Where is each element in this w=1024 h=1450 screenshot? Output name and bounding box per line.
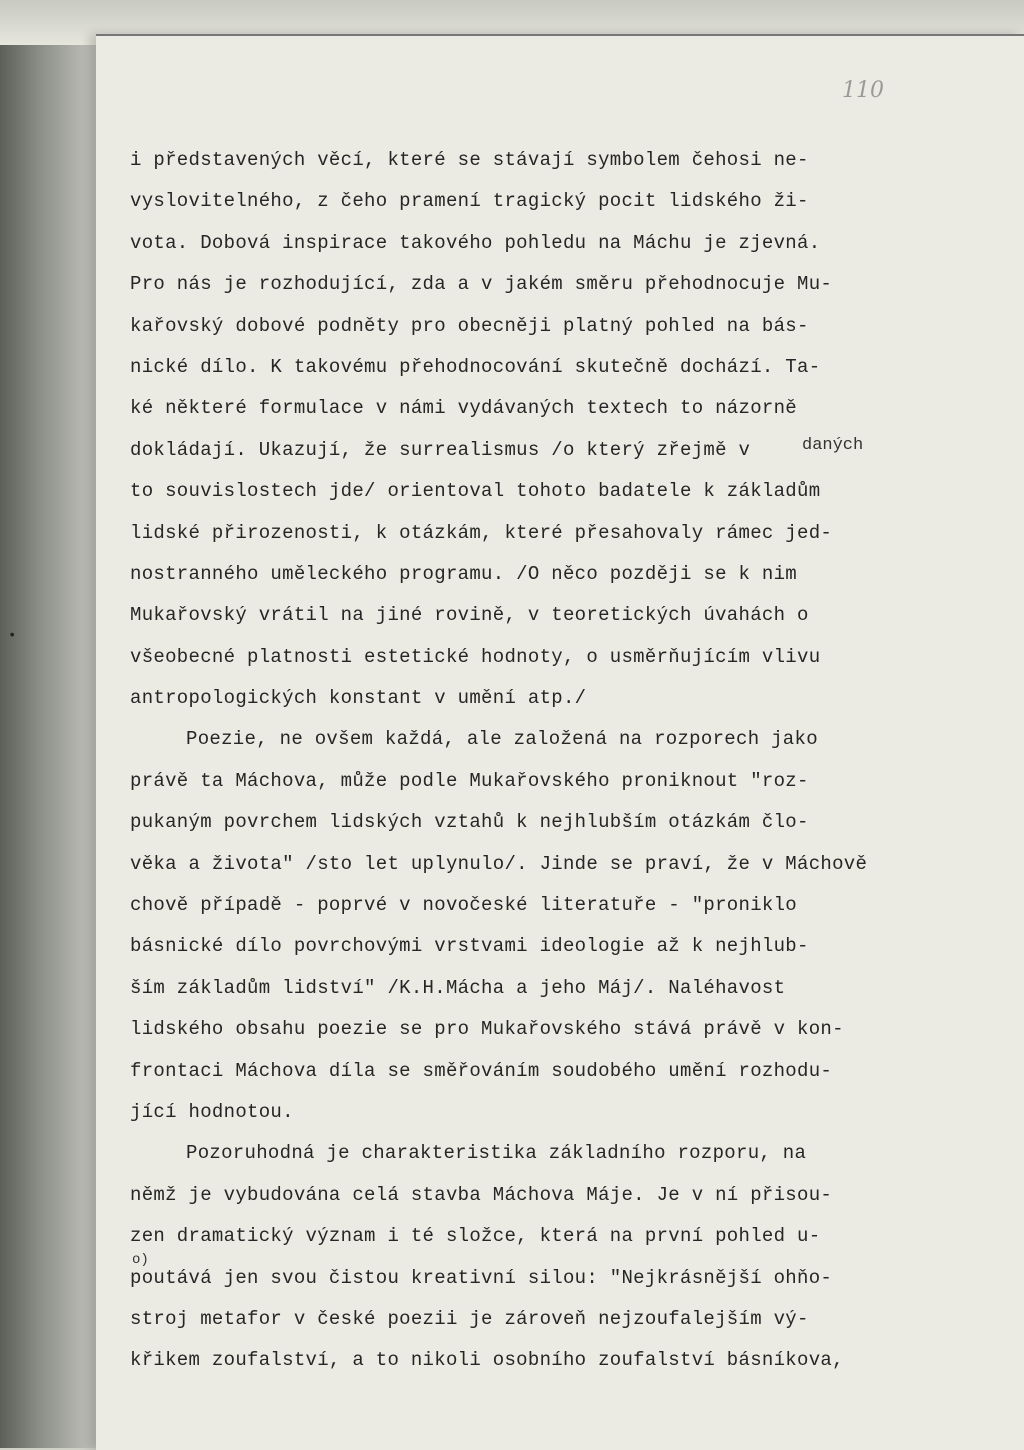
body-text [130,140,910,1382]
text-line: poutává jen svou čistou kreativní silou: "Nejkrásnější ohňo- [130,1266,833,1289]
text-line: němž je vybudována celá stavba Máchova Máje. Je v ní přisou- [130,1183,833,1206]
text-line: Mukařovský vrátil na jiné rovině, v teoretických úvahách o [130,604,809,627]
text-line: zen dramatický význam i té složce, která na první pohled u- [130,1225,821,1248]
text-line: křikem zoufalství, a to nikoli osobního zoufalství básníkova, [130,1349,844,1372]
text-line: chově případě - poprvé v novočeské literatuře - "proniklo [130,894,798,917]
page-number: 110 [842,78,884,103]
text-line: to souvislostech jde/ orientoval tohoto badatele k základům [130,480,821,503]
text-line: jící hodnotou. [130,1100,294,1123]
text-line: i představených věcí, které se stávají symbolem čehosi ne- [130,149,809,171]
text-line: ké některé formulace v námi vydávaných textech to názorně [130,397,798,420]
text-line: všeobecné platnosti estetické hodnoty, o usměrňujícím vlivu [130,645,821,668]
text-line: Pro nás je rozhodující, zda a v jakém směru přehodnocuje Mu- [130,273,833,296]
text-line: vota. Dobová inspirace takového pohledu na Máchu je zjevná. [130,231,821,254]
text-line: právě ta Máchova, může podle Mukařovského proniknout "roz- [130,769,809,792]
handwritten-insert: daných [802,436,864,455]
text-line: dokládají. Ukazují, že surrealismus /o který zřejmě v [130,438,751,461]
text-line: věka a života" /sto let uplynulo/. Jinde se praví, že v Máchově [130,852,868,875]
text-line: lidského obsahu poezie se pro Mukařovského stává právě v kon- [130,1018,844,1041]
margin-mark: • [8,628,17,644]
text-line: básnické dílo povrchovými vrstvami ideologie až k nejhlub- [130,935,809,958]
text-line: frontaci Máchova díla se směřováním soudobého umění rozhodu- [130,1059,833,1082]
text-line: antropologických konstant v umění atp./ [130,687,587,710]
text-line: ším základům lidství" /K.H.Mácha a jeho Máj/. Naléhavost [130,976,786,999]
text-line: nostranného uměleckého programu. /O něco později se k nim [130,562,798,585]
text-line: Pozoruhodná je charakteristika základního rozporu, na [186,1142,807,1165]
text-line: nické dílo. K takovému přehodnocování skutečně dochází. Ta- [130,355,821,378]
text-line: pukaným povrchem lidských vztahů k nejhlubším otázkám člo- [130,811,809,834]
text-line: kařovský dobové podněty pro obecněji platný pohled na bás- [130,314,809,337]
handwritten-correction: o) [132,1252,149,1268]
text-line: vyslovitelného, z čeho pramení tragický pocit lidského ži- [130,190,809,213]
text-line: stroj metafor v české poezii je zároveň nejzoufalejším vý- [130,1307,809,1330]
text-line: Poezie, ne ovšem každá, ale založená na rozporech jako [186,728,818,751]
text-line: lidské přirozenosti, k otázkám, které přesahovaly rámec jed- [130,521,833,544]
